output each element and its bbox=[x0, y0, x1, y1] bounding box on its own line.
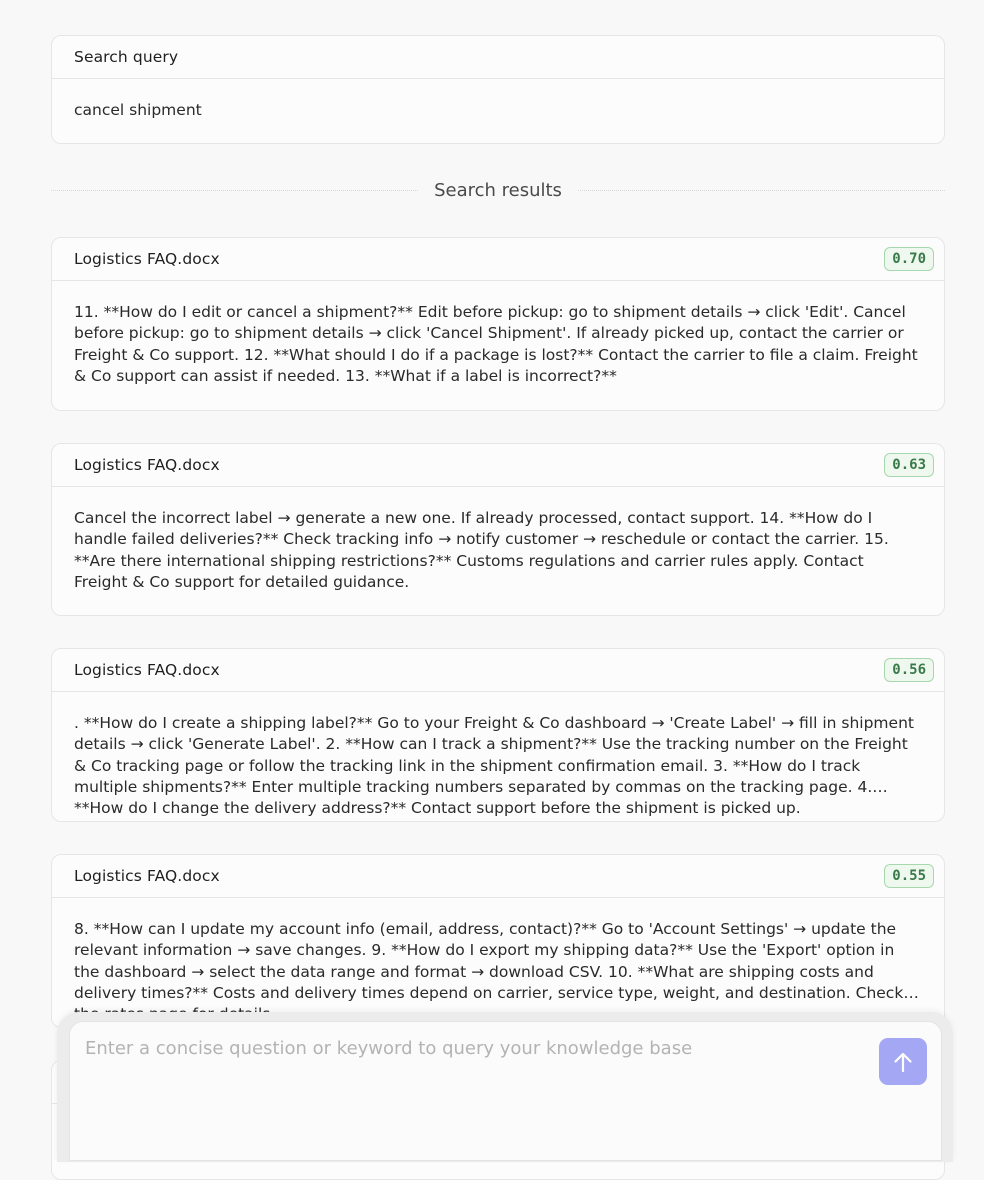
result-doc-title: Logistics FAQ.docx bbox=[74, 250, 220, 268]
divider-line-left bbox=[51, 190, 418, 191]
search-results-divider bbox=[51, 176, 945, 204]
result-card-header bbox=[52, 855, 944, 898]
arrow-up-icon bbox=[892, 1050, 914, 1074]
search-results-heading: Search results bbox=[434, 179, 562, 201]
result-snippet-text: 8. **How can I update my account info (email, address, contact)?** Go to 'Account Settings' → update the relevant information → save changes. 9. **How do I export my shipping data?** Use the 'Export' option in the dashboard → select the data range and format → download CSV. 10. **What are shipping costs and delivery times?** Costs and delivery times depend on carrier, service type, weight, and destination. Check bbox=[74, 920, 904, 1002]
result-doc-title: Logistics FAQ.docx bbox=[74, 456, 220, 474]
result-card[interactable] bbox=[51, 854, 945, 1028]
search-query-value: cancel shipment bbox=[74, 101, 202, 119]
search-query-card bbox=[51, 35, 945, 144]
divider-line-right bbox=[578, 190, 945, 191]
result-snippet bbox=[52, 898, 944, 1004]
result-snippet bbox=[52, 692, 944, 818]
result-snippet-text: Cancel the incorrect label → generate a new one. If already processed, contact support. 14. **How do I handle failed deliveries?** Check tracking info → notify customer → reschedule or contact the carrier. 15. **Are there international shipping restrictions?** Customs regulations and carrier rules apply. Contact Freight & Co support for detailed guidance. bbox=[74, 509, 889, 591]
result-snippet bbox=[52, 487, 944, 593]
result-card-header bbox=[52, 238, 944, 281]
relevance-score-badge: 0.63 bbox=[884, 453, 934, 477]
result-card[interactable] bbox=[51, 443, 945, 616]
result-doc-title: Logistics FAQ.docx bbox=[74, 867, 220, 885]
relevance-score-badge: 0.56 bbox=[884, 658, 934, 682]
result-doc-title: Logistics FAQ.docx bbox=[74, 661, 220, 679]
relevance-score-badge: 0.55 bbox=[884, 864, 934, 888]
query-composer bbox=[57, 1012, 953, 1162]
search-query-title: Search query bbox=[74, 48, 179, 66]
search-query-header bbox=[52, 36, 944, 79]
result-card-header bbox=[52, 444, 944, 487]
result-snippet-text: . **How do I create a shipping label?** Go to your Freight & Co dashboard → 'Create Label' → fill in shipment details → click 'Generate Label'. 2. **How can I track a shipment?** Use the tracking number on the Freight & Co tracking page or follow the tracking link in the shipment confirmation email. 3. **How do I track multiple shipments?** Enter multiple tracking numbers separated by commas on the tracking page. 4. **How do I change the delivery address?** Contact support before the shipment is picked up. bbox=[74, 714, 914, 818]
result-snippet bbox=[52, 281, 944, 387]
result-card-header bbox=[52, 649, 944, 692]
composer-input-area bbox=[69, 1021, 942, 1161]
relevance-score-badge: 0.70 bbox=[884, 247, 934, 271]
query-input[interactable] bbox=[85, 1038, 865, 1059]
result-snippet-text: 11. **How do I edit or cancel a shipment?** Edit before pickup: go to shipment details → click 'Edit'. Cancel before pickup: go to shipment details → click 'Cancel Shipment'. If already picked up, contact the carrier or Freight & Co support. 12. **What should I do if a package is lost?** Contact the carrier to file a claim. Freight & Co support can assist if needed. 13. **What if a label is incorrect?** bbox=[74, 303, 918, 385]
result-card[interactable] bbox=[51, 648, 945, 822]
result-card[interactable] bbox=[51, 237, 945, 411]
send-button[interactable] bbox=[879, 1038, 927, 1085]
